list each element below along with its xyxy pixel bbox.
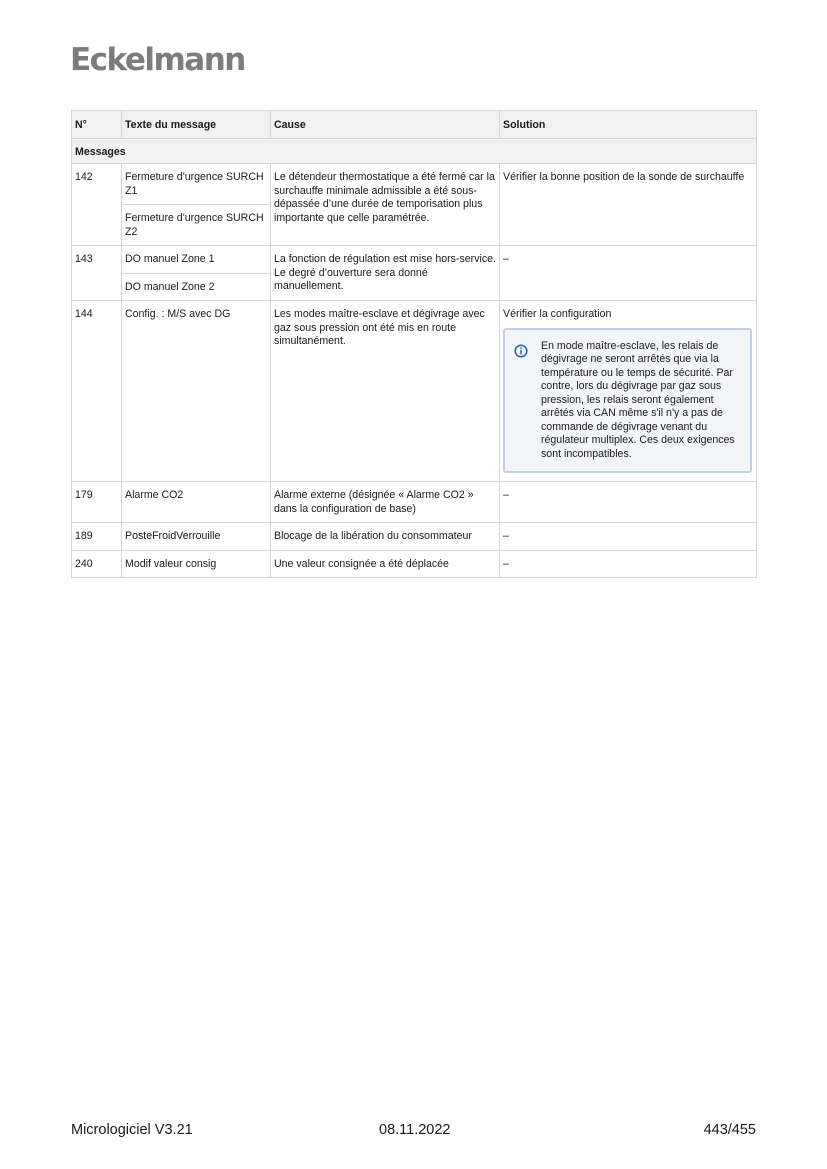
table-row [72, 550, 757, 578]
footer-page-number: 443/455 [703, 1122, 756, 1138]
footer-firmware-version: Micrologiciel V3.21 [71, 1122, 193, 1138]
eckelmann-logo: Eckelmann [70, 42, 245, 78]
message-solution: – [500, 482, 757, 523]
message-number: 143 [72, 246, 122, 301]
message-cause: Les modes maître-esclave et dégivrage avec gaz sous pression ont été mis en route simultanément. [271, 301, 500, 482]
message-text: PosteFroidVerrouille [122, 523, 271, 551]
message-solution: Vérifier la configuration [503, 308, 612, 320]
message-solution-cell [500, 301, 757, 482]
message-solution: Vérifier la bonne position de la sonde de surchauffe [500, 164, 757, 246]
message-number: 144 [72, 301, 122, 482]
table-header-row [72, 111, 757, 139]
message-cause: Une valeur consignée a été déplacée [271, 550, 500, 578]
message-cause: Alarme externe (désignée « Alarme CO2 » dans la configuration de base) [271, 482, 500, 523]
message-cause: Blocage de la libération du consommateur [271, 523, 500, 551]
info-note [503, 328, 752, 474]
section-row [72, 138, 757, 164]
footer-date: 08.11.2022 [379, 1122, 451, 1138]
message-number: 179 [72, 482, 122, 523]
info-icon [514, 344, 528, 358]
messages-table [71, 110, 757, 578]
table-row [72, 482, 757, 523]
header-number: N° [72, 111, 122, 139]
message-text: Fermeture d'urgence SURCH Z1 [122, 164, 271, 205]
message-solution: – [500, 550, 757, 578]
header-cause: Cause [271, 111, 500, 139]
message-text: Config. : M/S avec DG [122, 301, 271, 482]
message-number: 189 [72, 523, 122, 551]
section-label: Messages [72, 138, 757, 164]
message-cause: Le détendeur thermostatique a été fermé car la surchauffe minimale admissible a été sous-dépassée d’une durée de temporisation plus importante que celle paramétrée. [271, 164, 500, 246]
message-cause: La fonction de régulation est mise hors-service. Le degré d’ouverture sera donné manuellement. [271, 246, 500, 301]
message-solution: – [500, 246, 757, 301]
info-note-text: En mode maître-esclave, les relais de dégivrage ne seront arrêtés que via la température ou le temps de sécurité. Par contre, lors du dégivrage par gaz sous pression, les relais seront également arrêtés via CAN même s'il n'y a pas de commande de dégivrage venant du régulateur multiplex. Ces deux exigences sont incompatibles. [541, 339, 735, 460]
message-number: 142 [72, 164, 122, 246]
header-solution: Solution [500, 111, 757, 139]
message-text: DO manuel Zone 2 [122, 273, 271, 301]
message-text: DO manuel Zone 1 [122, 246, 271, 274]
message-number: 240 [72, 550, 122, 578]
table-row [72, 246, 757, 274]
message-solution: – [500, 523, 757, 551]
message-text: Fermeture d'urgence SURCH Z2 [122, 205, 271, 246]
message-text: Alarme CO2 [122, 482, 271, 523]
message-text: Modif valeur consig [122, 550, 271, 578]
table-row [72, 301, 757, 482]
table-row [72, 523, 757, 551]
header-message-text: Texte du message [122, 111, 271, 139]
table-row [72, 164, 757, 205]
